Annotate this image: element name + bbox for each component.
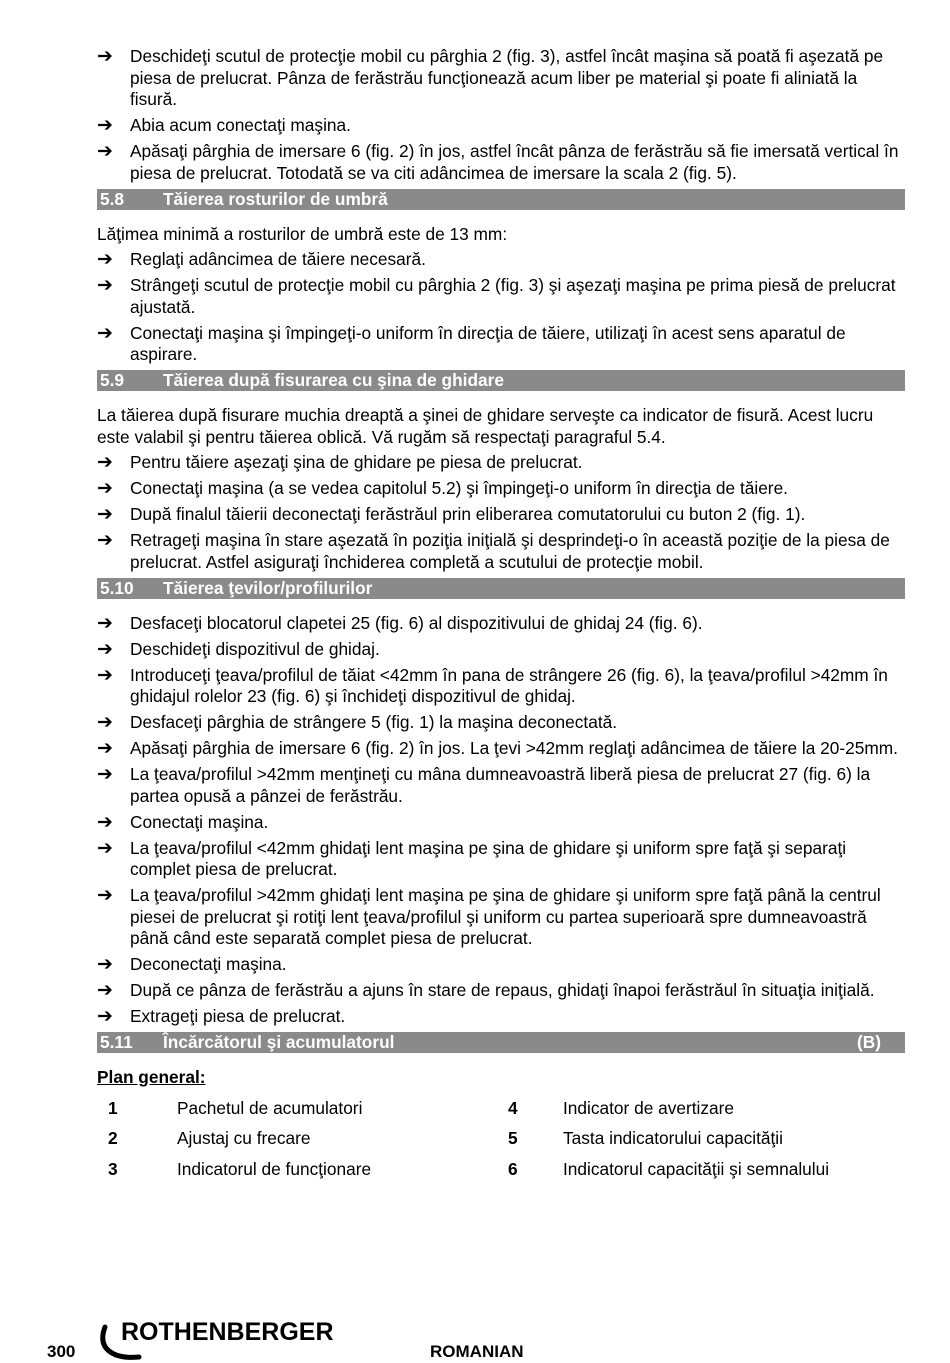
intro-bullets: [97, 46, 905, 184]
bullet-text: Abia acum conectaţi maşina.: [130, 115, 351, 135]
bullet-item: [97, 613, 905, 635]
bullet-text: Conectaţi maşina şi împingeţi-o uniform în direcţia de tăiere, utilizaţi în acest sens aparatul de aspirare.: [130, 322, 846, 364]
arrow-right-icon: ➔: [97, 1006, 113, 1027]
bullet-item: [97, 249, 905, 271]
rothenberger-logo: [97, 1321, 357, 1361]
arrow-right-icon: ➔: [97, 664, 113, 686]
arrow-right-icon: ➔: [97, 504, 113, 525]
bullet-item: [97, 954, 905, 976]
bullet-item: [97, 838, 905, 881]
item-number: 6: [508, 1158, 518, 1179]
bullet-text: Apăsaţi pârghia de imersare 6 (fig. 2) în jos, astfel încât pânza de ferăstrău să fie imersată vertical în piesa de prelucrat. Totodată se va citi adâncimea de imersare la scala 2 (fig. 5).: [130, 141, 899, 183]
section-heading-5-10: [97, 578, 905, 599]
arrow-right-icon: ➔: [97, 141, 113, 162]
bullet-item: [97, 46, 905, 111]
arrow-right-icon: ➔: [97, 764, 113, 785]
bullet-text: Conectaţi maşina (a se vedea capitolul 5.2) şi împingeţi-o uniform în direcţia de tăiere.: [130, 478, 788, 498]
bullet-text: La ţeava/profilul <42mm ghidaţi lent maşina pe şina de ghidare şi uniform spre faţă şi separaţi complet piesa de prelucrat.: [130, 837, 847, 879]
arrow-right-icon: ➔: [97, 738, 113, 759]
section-heading-5-9: [97, 370, 905, 391]
bullet-text: Desfaceţi pârghia de strângere 5 (fig. 1) la maşina deconectată.: [130, 712, 618, 732]
arrow-right-icon: ➔: [97, 115, 113, 136]
bullet-item: [97, 504, 905, 526]
bullet-item: [97, 712, 905, 734]
bullet-item: [97, 665, 905, 708]
section-heading-5-11: [97, 1032, 905, 1053]
bullet-text: După finalul tăierii deconectaţi ferăstrăul prin eliberarea comutatorului cu buton 2 (fig. 1).: [130, 504, 806, 524]
bullet-item: [97, 275, 905, 318]
item-label: Tasta indicatorului capacităţii: [563, 1128, 783, 1148]
item-label: Pachetul de acumulatori: [177, 1097, 363, 1118]
page-number: 300: [47, 1342, 76, 1361]
section-number: 5.10: [100, 577, 134, 598]
bullet-item: [97, 812, 905, 834]
bullet-text: La ţeava/profilul >42mm ghidaţi lent maşina pe şina de ghidare şi uniform spre faţă până la centrul piesei de prelucrat şi rotiţi lent ţeava/profilul şi uniform cu partea superioară spre dumneavoastră până când este separată complet piesa de prelucrat.: [130, 885, 881, 948]
section-title: Tăierea după fisurarea cu şina de ghidare: [163, 370, 504, 390]
bullet-text: După ce pânza de ferăstrău a ajuns în stare de repaus, ghidaţi înapoi ferăstrăul în situaţia iniţială.: [130, 980, 875, 1000]
bullet-text: Introduceţi ţeava/profilul de tăiat <42mm în pana de strângere 26 (fig. 6), la ţeava/profilul >42mm în ghidajul rolelor 23 (fig. 6) şi închideţi dispozitivul de ghidaj.: [130, 664, 888, 706]
plan-title: Plan general:: [97, 1067, 206, 1087]
item-number: 1: [108, 1097, 118, 1118]
item-number: 2: [108, 1128, 118, 1148]
section-title: Încărcătorul şi acumulatorul: [163, 1032, 395, 1052]
language-label: ROMANIAN: [430, 1342, 524, 1361]
bullet-text: Reglaţi adâncimea de tăiere necesară.: [130, 249, 426, 269]
arrow-right-icon: ➔: [97, 612, 113, 634]
bullet-item: [97, 738, 905, 760]
bullet-text: Desfaceţi blocatorul clapetei 25 (fig. 6) al dispozitivului de ghidaj 24 (fig. 6).: [130, 612, 703, 633]
section-paragraph: La tăierea după fisurare muchia dreaptă a şinei de ghidare serveşte ca indicator de fisură. Acest lucru este valabil şi pentru tăierea oblică. Vă rugăm să respectaţi paragraful 5.4.: [97, 405, 874, 447]
bullet-item: [97, 452, 905, 474]
bullet-text: Deschideţi scutul de protecţie mobil cu pârghia 2 (fig. 3), astfel încât maşina să poată fi aşezată pe piesa de prelucrat. Pânza de ferăstrău funcţionează acum liber pe material şi poate fi aliniată la fisură.: [130, 46, 884, 109]
bullet-item: [97, 530, 905, 573]
bullet-text: Deconectaţi maşina.: [130, 954, 287, 974]
bullet-item: [97, 115, 905, 137]
arrow-right-icon: ➔: [97, 811, 113, 833]
arrow-right-icon: ➔: [97, 249, 113, 270]
item-label: Indicator de avertizare: [563, 1097, 734, 1118]
item-label: Indicatorul de funcţionare: [177, 1158, 372, 1179]
bullet-text: Apăsaţi pârghia de imersare 6 (fig. 2) în jos. La ţevi >42mm reglaţi adâncimea de tăiere la 20-25mm.: [130, 738, 898, 758]
bullet-item: [97, 980, 905, 1002]
bullet-item: [97, 1006, 905, 1028]
bullet-item: [97, 323, 905, 366]
bullet-list-5-10: [97, 613, 905, 1028]
bullet-text: Pentru tăiere aşezaţi şina de ghidare pe piesa de prelucrat.: [130, 452, 583, 472]
section-heading-5-8: [97, 189, 905, 210]
bullet-list-5-9: [97, 452, 905, 573]
bullet-item: [97, 639, 905, 661]
arrow-right-icon: ➔: [97, 530, 113, 551]
section-title: Tăierea rosturilor de umbră: [163, 188, 388, 209]
item-label: Indicatorul capacităţii şi semnalului: [563, 1158, 830, 1179]
manual-page: [97, 46, 905, 1180]
bullet-text: Deschideţi dispozitivul de ghidaj.: [130, 638, 380, 659]
bullet-text: Strângeţi scutul de protecţie mobil cu pârghia 2 (fig. 3) şi aşezaţi maşina pe prima piesă de prelucrat ajustată.: [130, 275, 896, 317]
item-number: 3: [108, 1158, 118, 1179]
section-tag: (B): [857, 1032, 881, 1052]
arrow-right-icon: ➔: [97, 712, 113, 733]
item-number: 5: [508, 1128, 518, 1148]
section-number: 5.11: [100, 1032, 133, 1052]
arrow-right-icon: ➔: [97, 837, 113, 859]
arrow-right-icon: ➔: [97, 638, 113, 660]
bullet-text: La ţeava/profilul >42mm menţineţi cu mâna dumneavoastră liberă piesa de prelucrat 27 (fig. 6) la partea opusă a pânzei de ferăstrău.: [130, 764, 871, 806]
bullet-text: Extrageţi piesa de prelucrat.: [130, 1006, 346, 1026]
bullet-item: [97, 885, 905, 950]
arrow-right-icon: ➔: [97, 322, 113, 344]
arrow-right-icon: ➔: [97, 980, 113, 1001]
bullet-text: Conectaţi maşina.: [130, 811, 269, 832]
arrow-right-icon: ➔: [97, 46, 113, 67]
arrow-right-icon: ➔: [97, 275, 113, 296]
bullet-item: [97, 478, 905, 500]
arrow-right-icon: ➔: [97, 954, 113, 975]
section-number: 5.8: [100, 188, 125, 209]
bullet-list-5-8: [97, 249, 905, 366]
bullet-item: [97, 141, 905, 184]
arrow-right-icon: ➔: [97, 478, 113, 499]
section-number: 5.9: [100, 370, 125, 390]
section-title: Tăierea ţevilor/profilurilor: [163, 577, 373, 598]
brand-text: ROTHENBERGER: [121, 1321, 334, 1346]
bullet-item: [97, 764, 905, 807]
arrow-right-icon: ➔: [97, 885, 113, 906]
item-number: 4: [508, 1097, 518, 1118]
item-label: Ajustaj cu frecare: [177, 1128, 311, 1148]
section-paragraph: Lăţimea minimă a rosturilor de umbră este de 13 mm:: [97, 223, 508, 244]
plan-general-list: [97, 1098, 905, 1181]
arrow-right-icon: ➔: [97, 452, 113, 473]
bullet-text: Retrageţi maşina în stare aşezată în poziţia iniţială şi desprindeţi-o în această poziţie de la piesa de prelucrat. Astfel asiguraţi închiderea completă a scutului de protecţie mobil.: [130, 530, 890, 572]
